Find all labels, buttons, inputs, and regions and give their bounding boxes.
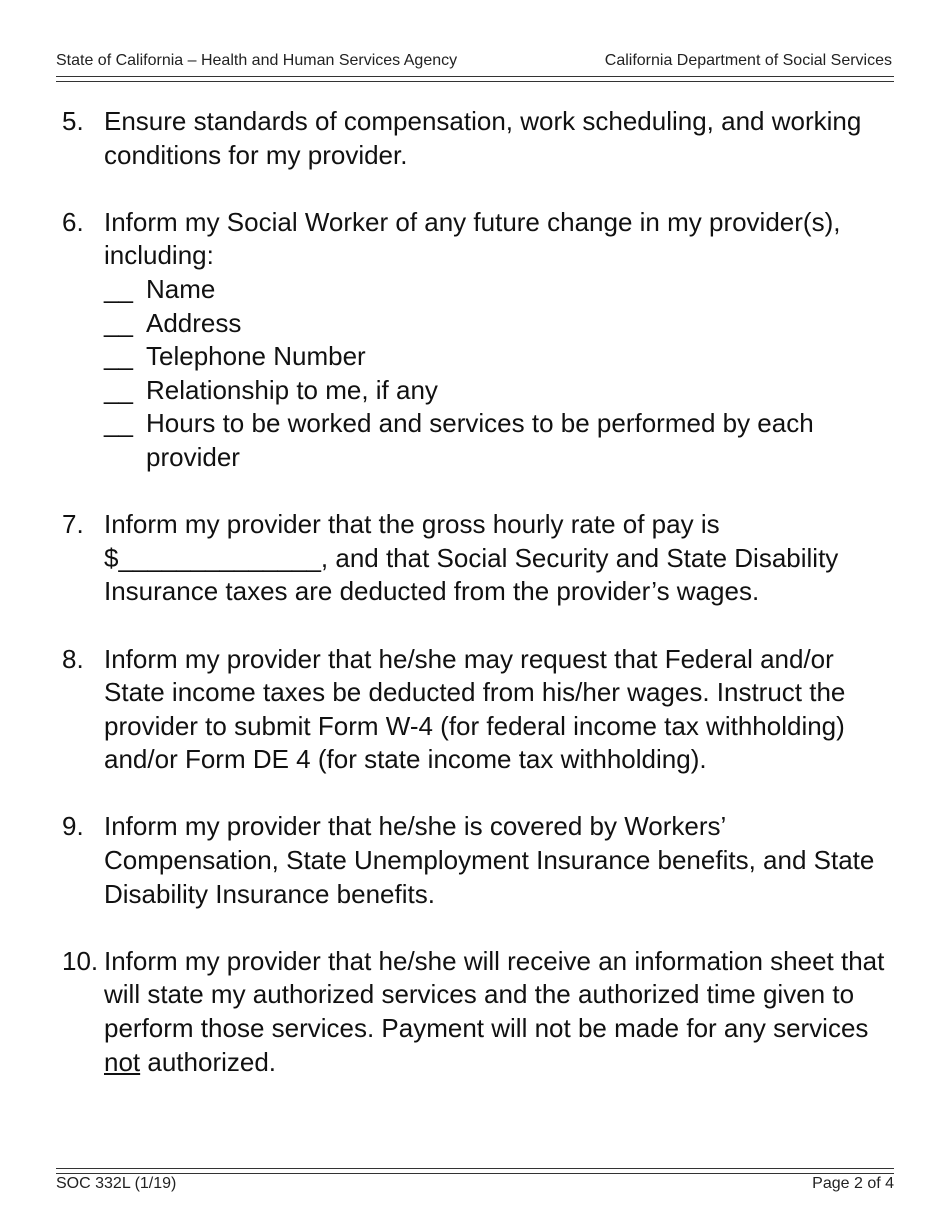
item-number: 6. <box>62 206 84 237</box>
item-text-continued: authorized. <box>140 1046 277 1077</box>
list-item-6 <box>62 206 898 475</box>
item-text: Ensure standards of compensation, work scheduling, and working conditions for my provider. <box>104 106 862 170</box>
check-blank[interactable]: __ <box>104 341 133 372</box>
header-divider <box>56 76 894 82</box>
item-text: Inform my provider that he/she is covered by Workers’ Compensation, State Unemployment Insurance benefits, and State Disability Insurance benefits. <box>104 811 875 909</box>
page-header <box>56 52 892 74</box>
emphasis-not: not <box>104 1046 141 1077</box>
checklist-item-telephone <box>104 340 898 374</box>
form-id: SOC 332L (1/19) <box>56 1175 177 1192</box>
document-body <box>62 105 898 1113</box>
check-blank[interactable]: __ <box>104 273 133 304</box>
item-number: 10. <box>62 945 99 976</box>
item-text-continued: , and that Social Security and State Disability Insurance taxes are deducted from the provider’s wages. <box>104 542 839 607</box>
item-number: 9. <box>62 811 84 842</box>
item-text: Inform my Social Worker of any future change in my provider(s), including: <box>104 206 841 271</box>
item-text: Inform my provider that the gross hourly rate of pay is <box>104 509 720 540</box>
footer-divider <box>56 1168 894 1174</box>
list-item-5 <box>62 105 898 172</box>
list-item-9 <box>62 810 898 911</box>
checklist-item-address <box>104 307 898 341</box>
checklist-label: Name <box>146 273 216 304</box>
checklist-item-relationship <box>104 374 898 408</box>
list-item-8 <box>62 643 898 777</box>
checklist-label: Relationship to me, if any <box>146 374 438 405</box>
list-item-7 <box>62 508 898 609</box>
item-number: 7. <box>62 509 84 540</box>
checklist-item-name <box>104 273 898 307</box>
item-number: 5. <box>62 106 84 136</box>
page-number: Page 2 of 4 <box>812 1175 894 1192</box>
checklist-label: Hours to be worked and services to be performed by each provider <box>146 408 814 472</box>
item-number: 8. <box>62 643 84 674</box>
check-blank[interactable]: __ <box>104 408 133 439</box>
check-blank[interactable]: __ <box>104 374 133 405</box>
item-text: Inform my provider that he/she may request that Federal and/or State income taxes be deducted from his/her wages. Instruct the provider to submit Form W-4 (for federal income tax withholding) and/or Form DE 4 (for state income tax withholding). <box>104 643 846 775</box>
page-footer <box>56 1175 894 1197</box>
agency-name: State of California – Health and Human Services Agency <box>56 52 458 69</box>
checklist-item-hours <box>104 407 898 474</box>
pay-rate-blank[interactable]: $______________ <box>104 542 321 573</box>
checklist-label: Telephone Number <box>146 341 366 372</box>
department-name: California Department of Social Services <box>604 52 892 69</box>
list-item-10 <box>62 945 898 1079</box>
item-text: Inform my provider that he/she will receive an information sheet that will state my authorized services and the authorized time given to perform those services. Payment will not be made for any services <box>104 945 885 1044</box>
check-blank[interactable]: __ <box>104 307 133 338</box>
checklist-label: Address <box>146 307 242 338</box>
